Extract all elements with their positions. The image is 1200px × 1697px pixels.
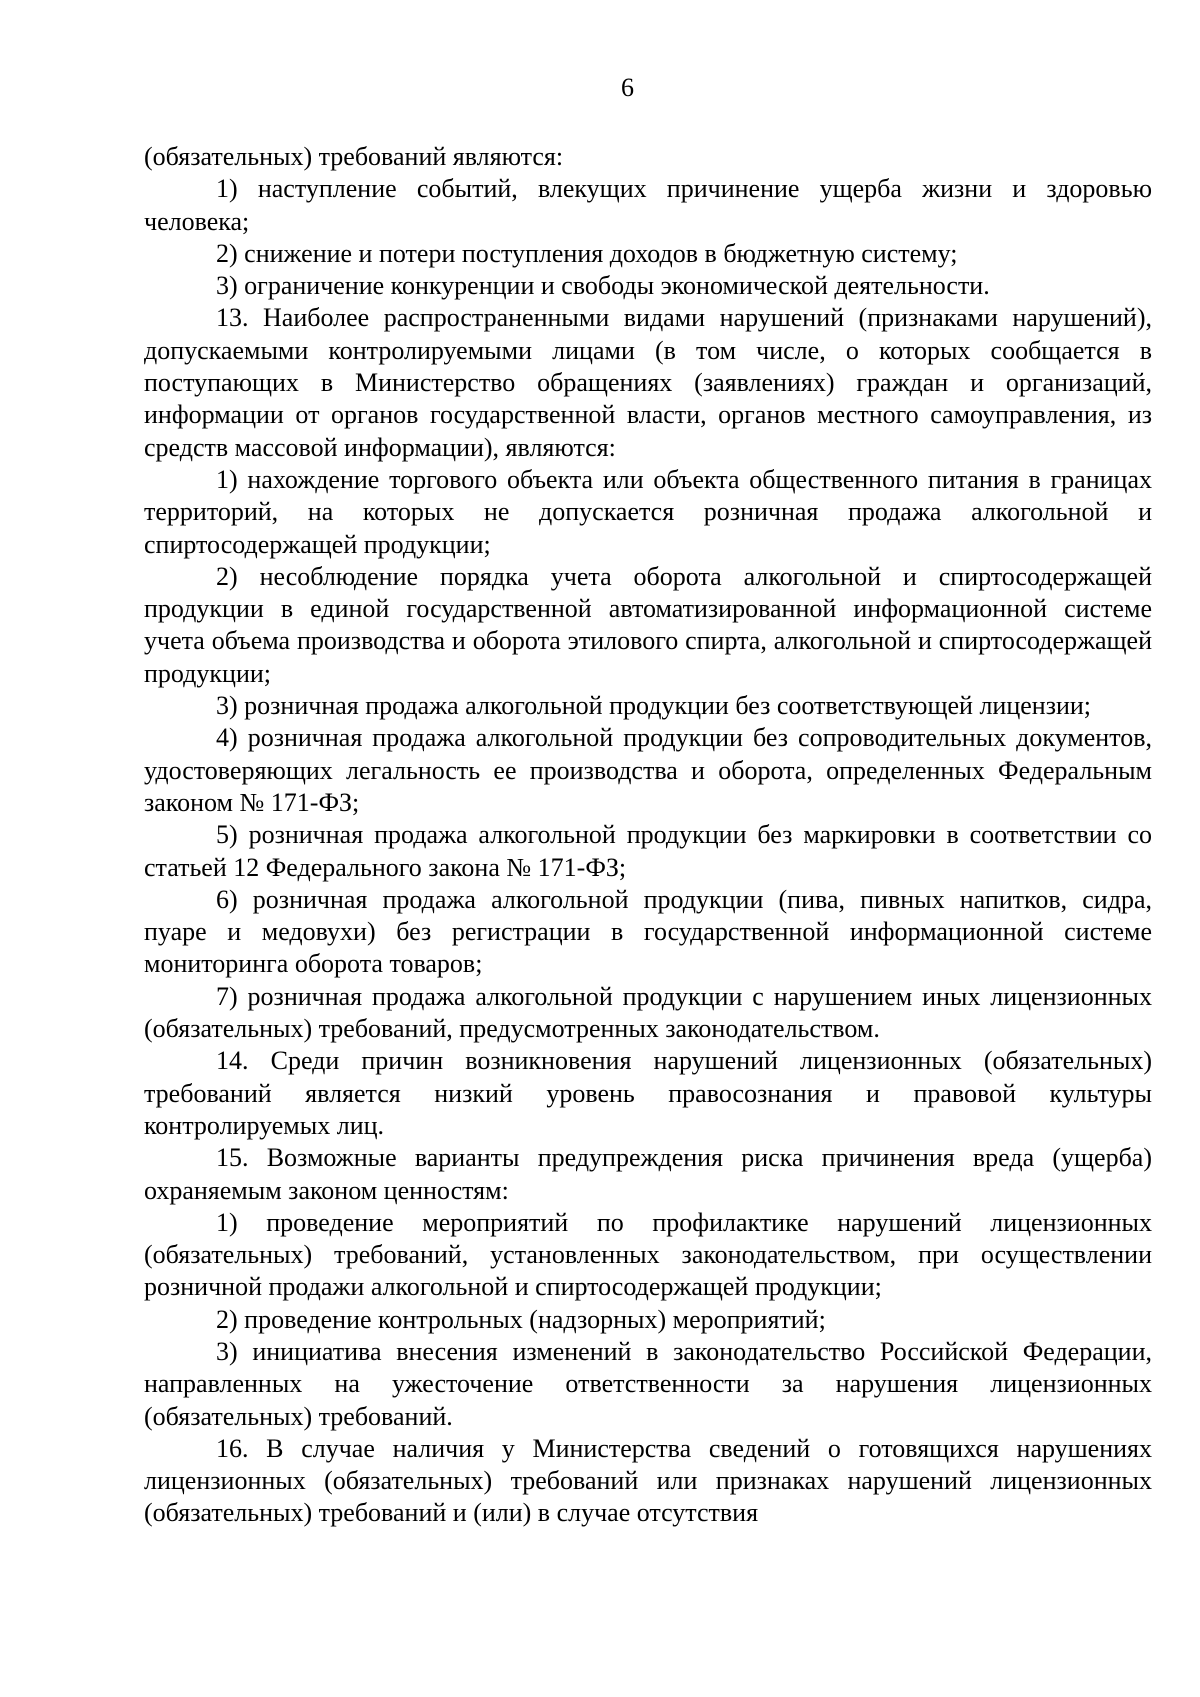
list-item: 2) несоблюдение порядка учета оборота алкогольной и спиртосодержащей продукции в единой государственной автоматизированной информационной системе учета объема производства и оборота этилового спирта, алкогольной и спиртосодержащей продукции;: [144, 561, 1152, 688]
list-item: 3) розничная продажа алкогольной продукции без соответствующей лицензии;: [216, 691, 1092, 721]
list-item: 7) розничная продажа алкогольной продукции с нарушением иных лицензионных (обязательных) требований, предусмотренных законодательством.: [144, 981, 1152, 1044]
paragraph: (обязательных) требований являются:: [144, 142, 564, 171]
list-item: 2) снижение и потери поступления доходов в бюджетную систему;: [216, 238, 958, 268]
list-item: 1) наступление событий, влекущих причинение ущерба жизни и здоровью человека;: [144, 174, 1152, 236]
list-item: 3) инициатива внесения изменений в законодательство Российской Федерации, направленных на ужесточение ответственности за нарушения лицензионных (обязательных) требований.: [144, 1336, 1152, 1431]
document-body: [144, 141, 1152, 1530]
page-number: 6: [621, 73, 634, 102]
list-item: 2) проведение контрольных (надзорных) мероприятий;: [216, 1304, 826, 1334]
section-13-paragraph: 13. Наиболее распространенными видами нарушений (признаками нарушений), допускаемыми контролируемыми лицами (в том числе, о которых сообщается в поступающих в Министерство обращениях (заявлениях) граждан и организаций, информации от органов государственной власти, органов местного самоуправления, из средств массовой информации), являются:: [144, 303, 1152, 462]
section-16-paragraph: 16. В случае наличия у Министерства сведений о готовящихся нарушениях лицензионных (обязательных) требований или признаках нарушений лицензионных (обязательных) требований и (или) в случае отсутствия: [144, 1433, 1152, 1528]
list-item: 5) розничная продажа алкогольной продукции без маркировки в соответствии со статьей 12 Федерального закона № 171-ФЗ;: [144, 820, 1152, 882]
list-item: 6) розничная продажа алкогольной продукции (пива, пивных напитков, сидра, пуаре и медовухи) без регистрации в государственной информационной системе мониторинга оборота товаров;: [144, 884, 1152, 979]
section-14-paragraph: 14. Среди причин возникновения нарушений лицензионных (обязательных) требований является низкий уровень правосознания и правовой культуры контролируемых лиц.: [144, 1046, 1152, 1140]
section-15-paragraph: 15. Возможные варианты предупреждения риска причинения вреда (ущерба) охраняемым законом ценностям:: [144, 1143, 1152, 1205]
list-item: 1) нахождение торгового объекта или объекта общественного питания в границах территорий, на которых не допускается розничная продажа алкогольной и спиртосодержащей продукции;: [144, 464, 1152, 559]
list-item: 3) ограничение конкуренции и свободы экономической деятельности.: [216, 271, 990, 301]
list-item: 1) проведение мероприятий по профилактике нарушений лицензионных (обязательных) требований, установленных законодательством, при осуществлении розничной продажи алкогольной и спиртосодержащей продукции;: [144, 1207, 1152, 1302]
list-item: 4) розничная продажа алкогольной продукции без сопроводительных документов, удостоверяющих легальность ее производства и оборота, определенных Федеральным законом № 171-ФЗ;: [144, 723, 1152, 817]
